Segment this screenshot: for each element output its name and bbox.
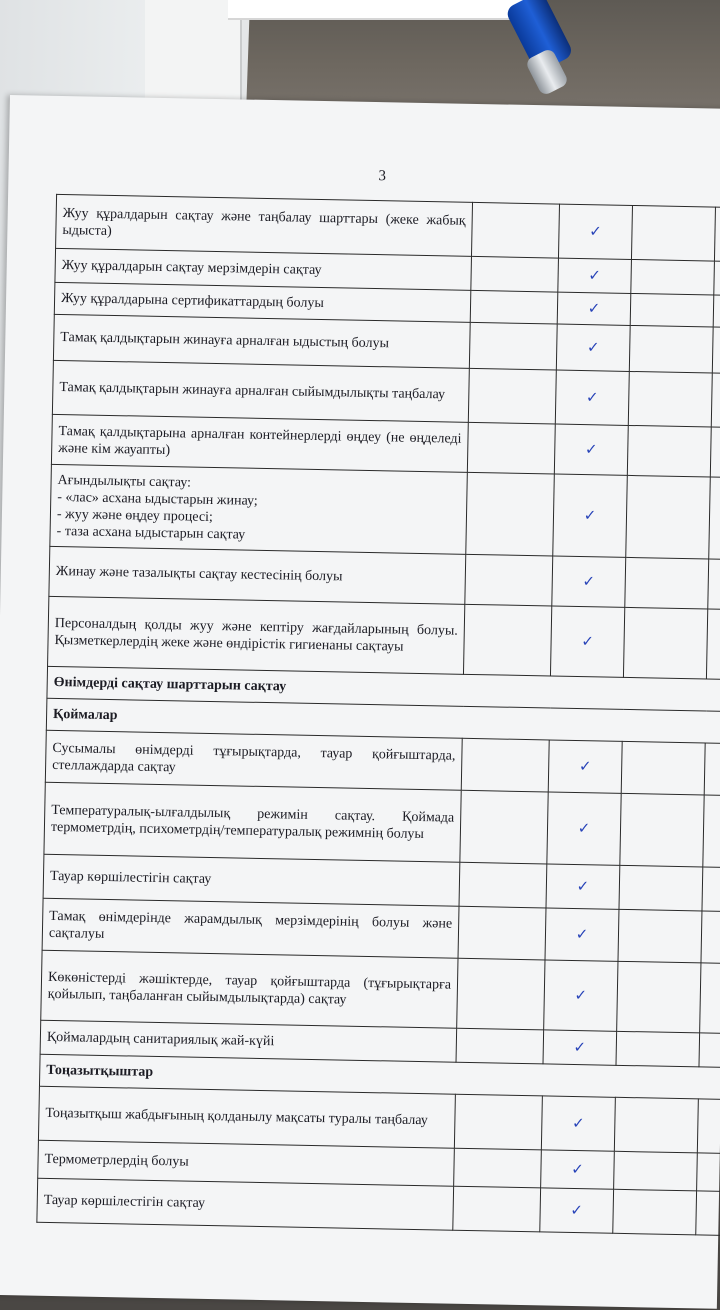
check-cell: [558, 204, 632, 259]
criterion-text: Персоналдың қолды жуу және кептіру жағдайларының болуы. Қызметкерлердің жеке және өндірістік гигиенаны сақтауы: [48, 596, 465, 674]
empty-cell: [702, 867, 720, 912]
criterion-text: [50, 464, 467, 554]
empty-cell: [614, 1097, 698, 1153]
section-heading: Өнімдерді сақтау шарттарын сақтау: [47, 666, 720, 712]
criterion-line: - таза асхана ыдыстарын сақтау: [56, 523, 246, 543]
empty-cell: [619, 865, 703, 911]
check-cell: [547, 792, 621, 865]
criterion-text: Тамақ қалдықтарын жинауға арналған ыдыстың болуы: [53, 314, 470, 368]
empty-cell: [711, 373, 720, 428]
criterion-text: Тамақ қалдықтарын жинауға арналған сыйымдылықты таңбалау: [52, 360, 469, 422]
check-cell: [556, 324, 630, 371]
criterion-text: Жинау және тазалықты сақтау кестесінің болуы: [49, 546, 466, 604]
empty-cell: [706, 609, 720, 680]
empty-cell: [709, 477, 720, 560]
empty-cell: [699, 1033, 720, 1068]
criterion-text: Термометрлердің болуы: [38, 1140, 455, 1186]
empty-cell: [620, 793, 704, 867]
checklist-row: [50, 464, 720, 560]
section-heading: Қоймалар: [46, 698, 720, 744]
empty-cell: [630, 293, 714, 327]
empty-cell: [714, 261, 720, 296]
criterion-text: Тамақ өнімдерінде жарамдылық мерзімдерінің болуы және сақталуы: [42, 898, 459, 958]
empty-cell: [457, 958, 545, 1030]
empty-cell: [621, 741, 705, 795]
empty-cell: [631, 205, 715, 261]
empty-cell: [463, 604, 551, 676]
empty-cell: [461, 738, 549, 792]
check-cell: [553, 474, 628, 557]
check-cell: [545, 908, 619, 961]
criterion-text: Тауар көршілестігін сақтау: [43, 854, 460, 906]
check-mark-icon: ✓: [571, 1159, 584, 1178]
criterion-text: Температуралық-ылғалдылық режимін сақтау. Қоймада термометрдің, психометрдің/температуралық режимнің болуы: [44, 782, 461, 862]
check-cell: [541, 1096, 615, 1151]
empty-cell: [697, 1153, 720, 1192]
empty-cell: [618, 909, 702, 963]
empty-cell: [453, 1186, 541, 1232]
empty-cell: [469, 322, 557, 370]
check-mark-icon: ✓: [588, 265, 602, 284]
criterion-text: Тауар көршілестігін сақтау: [37, 1178, 454, 1230]
check-mark-icon: ✓: [583, 505, 597, 524]
check-mark-icon: ✓: [582, 571, 596, 590]
box-top: [228, 0, 528, 20]
empty-cell: [713, 295, 720, 328]
criterion-text: Жуу құралдарына сертификаттардың болуы: [54, 282, 471, 322]
checklist-table: [36, 194, 720, 1237]
empty-cell: [454, 1148, 542, 1188]
check-mark-icon: ✓: [576, 876, 590, 895]
empty-cell: [467, 422, 555, 474]
check-cell: [555, 370, 629, 425]
empty-cell: [625, 557, 709, 609]
empty-cell: [703, 795, 720, 868]
check-mark-icon: ✓: [574, 985, 588, 1004]
empty-cell: [613, 1189, 697, 1235]
empty-cell: [697, 1099, 720, 1154]
empty-cell: [616, 1031, 700, 1067]
empty-cell: [627, 425, 711, 477]
empty-cell: [471, 256, 559, 292]
empty-cell: [468, 368, 556, 424]
section-heading: Тоңазытқыштар: [39, 1054, 720, 1100]
check-cell: [541, 1150, 615, 1189]
criterion-line: - жуу және өңдеу процесі;: [56, 506, 214, 525]
check-mark-icon: ✓: [581, 631, 595, 650]
criterion-text: Жуу құралдарын сақтау және таңбалау шарттары (жеке жабық ыдыста): [56, 194, 473, 256]
document-page: [0, 95, 720, 1309]
check-cell: [546, 864, 620, 909]
empty-cell: [696, 1191, 720, 1236]
check-cell: [540, 1188, 614, 1233]
empty-cell: [714, 207, 720, 262]
criterion-text: Қоймалардың санитариялық жай-күйі: [40, 1020, 457, 1062]
check-cell: [550, 606, 624, 677]
check-cell: [552, 556, 626, 607]
check-mark-icon: ✓: [570, 1200, 584, 1219]
criterion-text: Жуу құралдарын сақтау мерзімдерін сақтау: [55, 248, 472, 290]
check-mark-icon: ✓: [584, 439, 598, 458]
empty-cell: [629, 325, 713, 373]
empty-cell: [708, 559, 720, 610]
empty-cell: [460, 790, 548, 864]
criterion-line: Ағындылықты сақтау:: [57, 472, 192, 491]
empty-cell: [456, 1028, 544, 1064]
empty-cell: [623, 607, 707, 679]
check-cell: [554, 424, 628, 475]
check-cell: [543, 1030, 617, 1065]
check-cell: [558, 258, 632, 293]
empty-cell: [454, 1094, 542, 1150]
empty-cell: [626, 475, 711, 559]
empty-cell: [712, 327, 720, 374]
check-mark-icon: ✓: [577, 818, 591, 837]
criterion-text: Тоңазытқыш жабдығының қолданылу мақсаты туралы таңбалау: [38, 1086, 455, 1148]
criterion-text: Көкөністерді жәшіктерде, тауар қойғыштарда (тұғырықтарға қойылып, таңбаланған сыйымдылықтарда) сақтау: [41, 950, 458, 1028]
check-mark-icon: ✓: [571, 1113, 585, 1132]
criterion-text: Сусымалы өнімдерді тұғырықтарда, тауар қойғыштарда, стеллаждарда сақтау: [45, 730, 462, 790]
check-cell: [557, 292, 631, 325]
empty-cell: [704, 743, 720, 796]
empty-cell: [471, 202, 559, 258]
check-mark-icon: ✓: [589, 221, 602, 240]
empty-cell: [628, 371, 712, 427]
empty-cell: [459, 862, 547, 908]
empty-cell: [710, 427, 720, 478]
check-mark-icon: ✓: [586, 337, 600, 356]
empty-cell: [466, 472, 555, 556]
check-mark-icon: ✓: [585, 387, 599, 406]
check-cell: [544, 960, 618, 1031]
check-cell: [548, 740, 622, 793]
criterion-line: - «лас» асхана ыдыстарын жинау;: [57, 489, 258, 509]
check-mark-icon: ✓: [587, 298, 601, 317]
check-mark-icon: ✓: [578, 756, 592, 775]
check-mark-icon: ✓: [575, 924, 589, 943]
empty-cell: [470, 290, 558, 324]
page-number: 3: [378, 168, 387, 185]
empty-cell: [465, 554, 553, 606]
empty-cell: [631, 259, 715, 295]
empty-cell: [701, 911, 720, 964]
empty-cell: [458, 906, 546, 960]
criterion-text: Тамақ қалдықтарына арналған контейнерлерді өңдеу (не өңделеді және кім жауапты): [51, 414, 468, 472]
empty-cell: [617, 961, 701, 1033]
check-mark-icon: ✓: [573, 1037, 587, 1056]
empty-cell: [614, 1151, 698, 1191]
empty-cell: [700, 963, 720, 1034]
